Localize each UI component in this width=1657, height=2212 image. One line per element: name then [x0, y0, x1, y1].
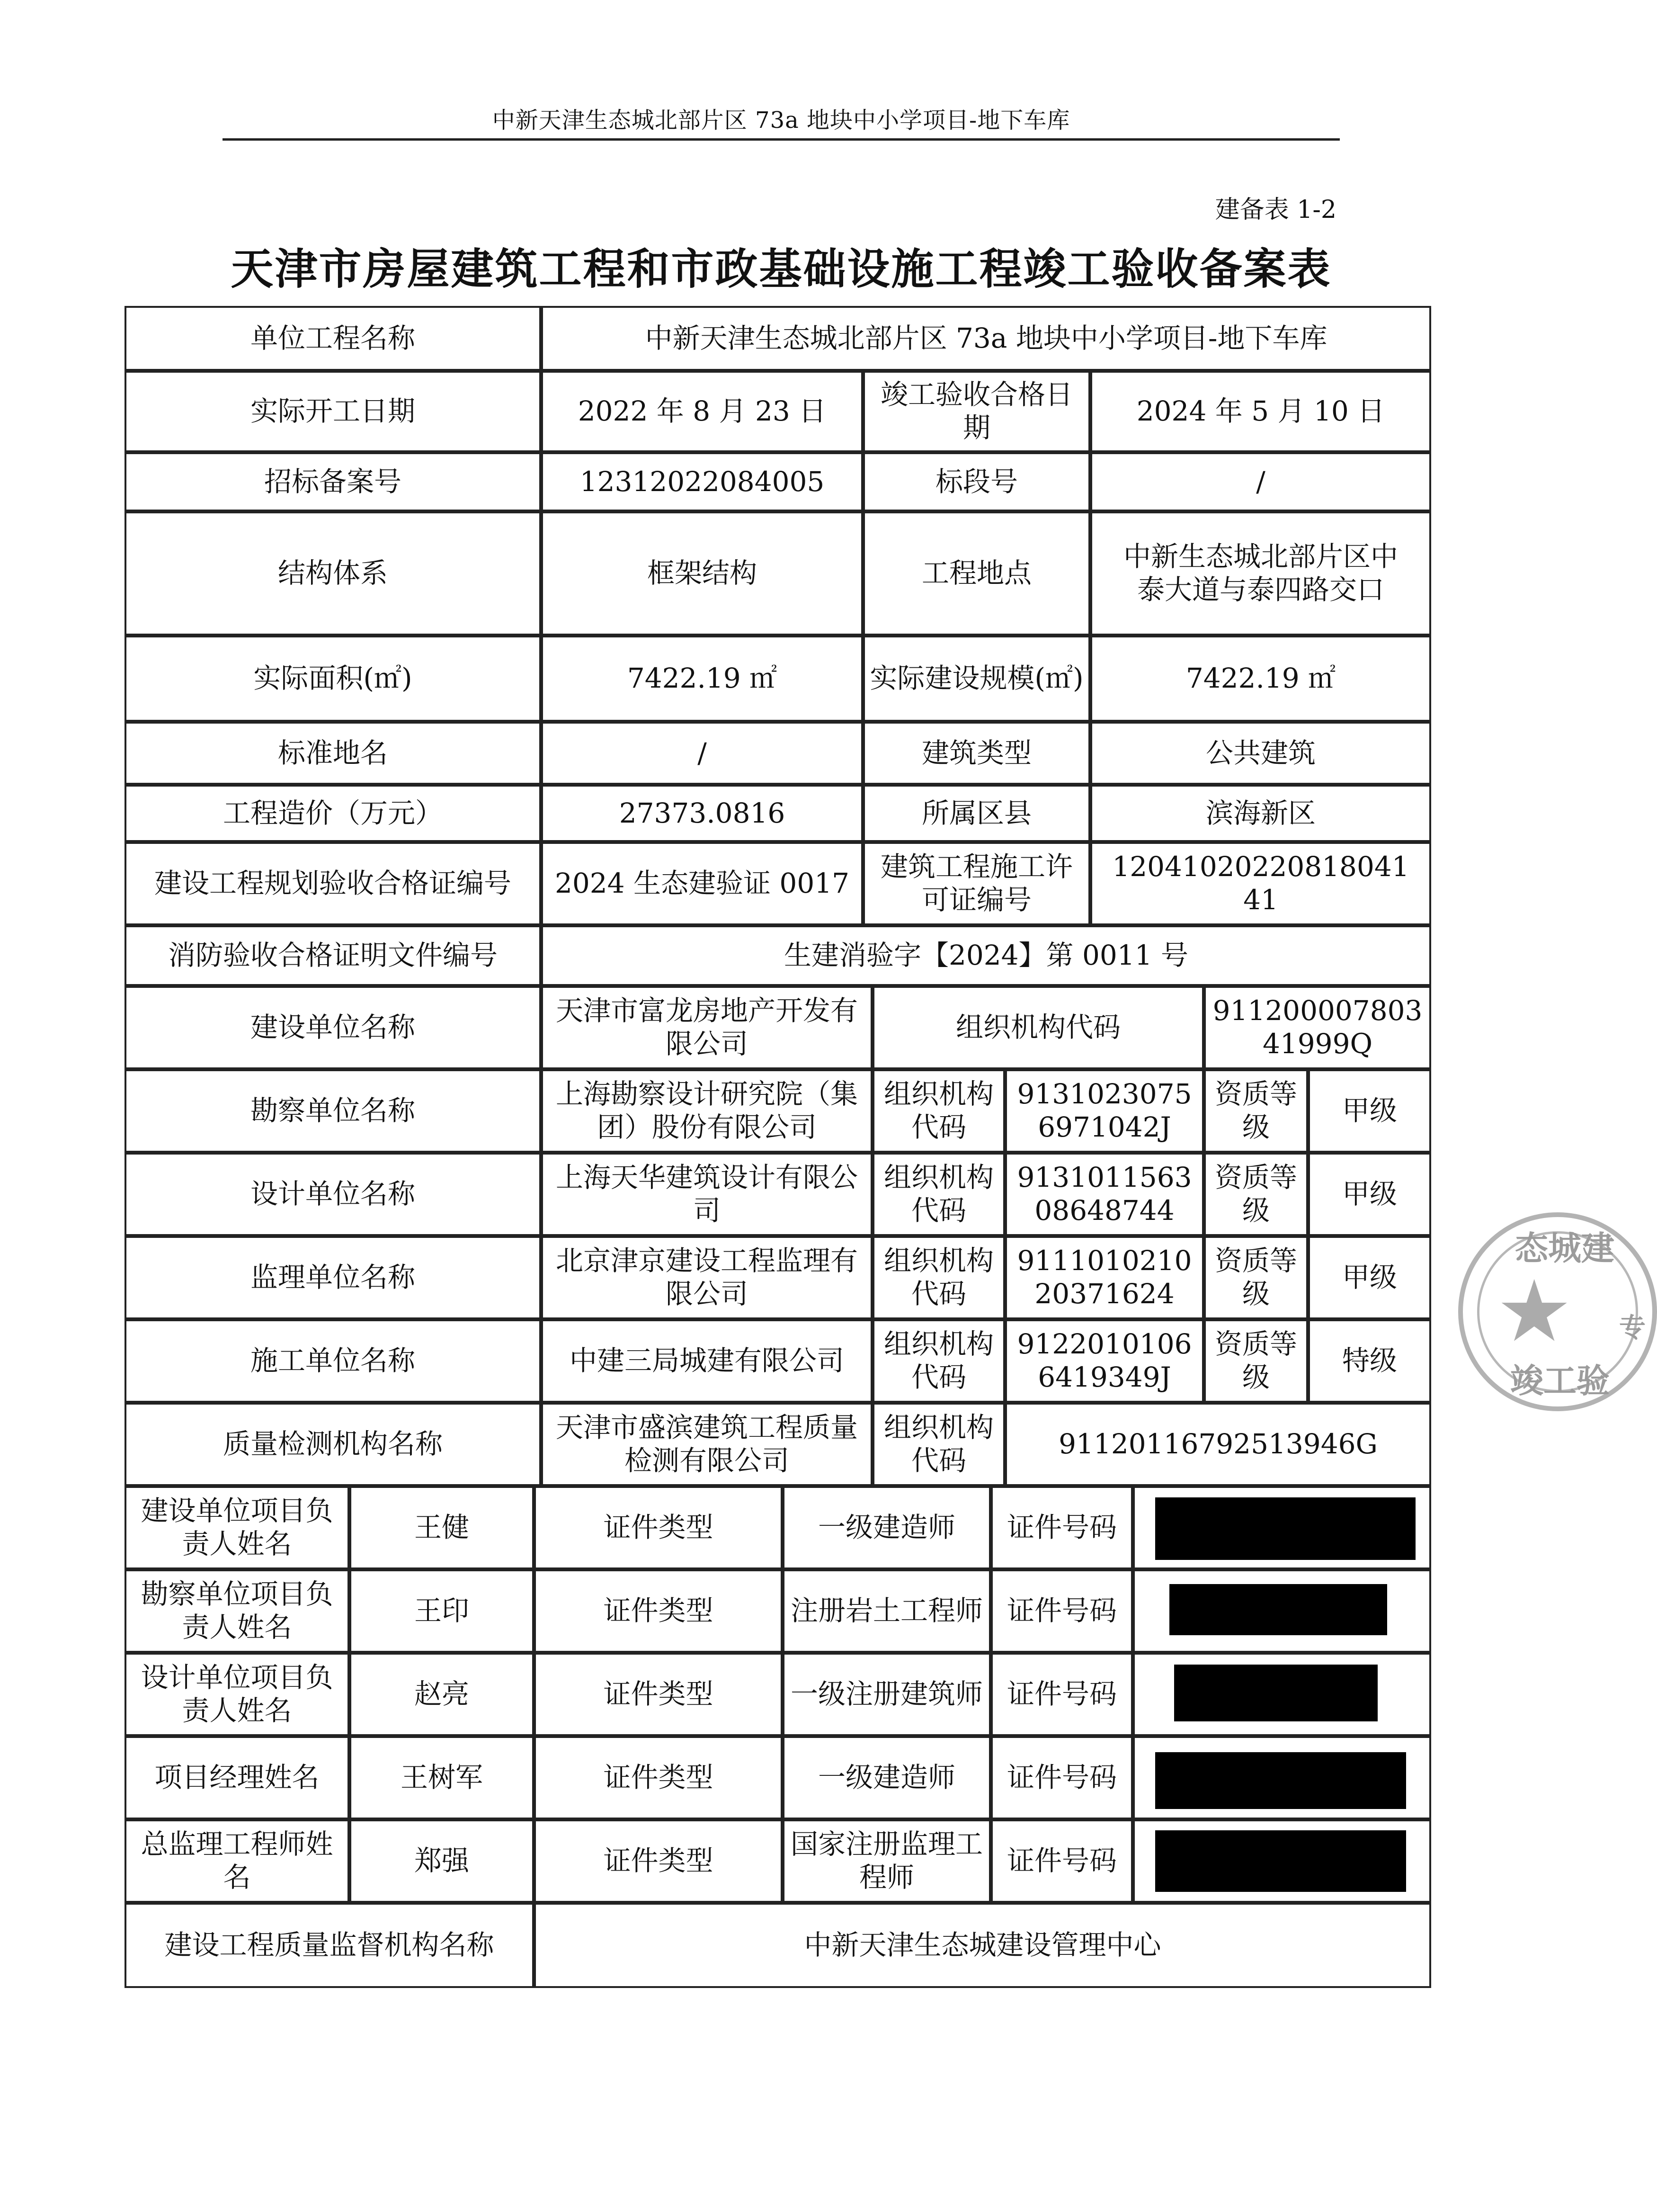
planning-cert-label: 建设工程规划验收合格证编号: [125, 842, 541, 925]
construction-grade: 特级: [1308, 1319, 1431, 1403]
owner-org-code-label: 组织机构代码: [873, 986, 1204, 1069]
survey-grade: 甲级: [1308, 1069, 1431, 1153]
owner-label: 建设单位名称: [125, 986, 541, 1069]
design-org-code: 9131011563 08648744: [1005, 1153, 1204, 1236]
seal-text-top: 态城建: [1515, 1229, 1614, 1268]
seal-text-bottom: 竣工验: [1510, 1361, 1610, 1400]
cost-label: 工程造价（万元）: [125, 785, 541, 842]
supervision-agency-value: 中新天津生态城建设管理中心: [534, 1903, 1431, 1988]
page-header: 中新天津生态城北部片区 73a 地块中小学项目-地下车库: [492, 107, 1070, 134]
person-role: 勘察单位项目负责人姓名: [125, 1569, 349, 1653]
location-label: 工程地点: [863, 511, 1090, 636]
unit-name-value: 中新天津生态城北部片区 73a 地块中小学项目-地下车库: [541, 306, 1431, 371]
redaction-bar: [1174, 1665, 1378, 1721]
owner-org-code: 911200007803 41999Q: [1204, 986, 1431, 1069]
id-no-label: 证件号码: [991, 1486, 1133, 1569]
person-name: 王树军: [349, 1736, 534, 1819]
design-org-code-label: 组织机构代码: [873, 1153, 1005, 1236]
redaction-bar: [1155, 1497, 1416, 1560]
id-type-value: 注册岩土工程师: [783, 1569, 991, 1653]
id-no-label: 证件号码: [991, 1819, 1133, 1903]
supervision-label: 监理单位名称: [125, 1236, 541, 1319]
cost-value: 27373.0816: [541, 785, 863, 842]
survey-label: 勘察单位名称: [125, 1069, 541, 1153]
construction-grade-label: 资质等级: [1204, 1319, 1308, 1403]
start-date-value: 2022 年 8 月 23 日: [541, 371, 863, 452]
start-date-label: 实际开工日期: [125, 371, 541, 452]
person-name: 王健: [349, 1486, 534, 1569]
seal-star-icon: ★: [1496, 1262, 1573, 1361]
design-name: 上海天华建筑设计有限公司: [541, 1153, 873, 1236]
qa-org-code-label: 组织机构代码: [873, 1403, 1005, 1486]
document-title: 天津市房屋建筑工程和市政基础设施工程竣工验收备案表: [231, 244, 1332, 294]
person-role: 总监理工程师姓名: [125, 1819, 349, 1903]
id-no-label: 证件号码: [991, 1736, 1133, 1819]
building-type-value: 公共建筑: [1090, 722, 1431, 785]
building-type-label: 建筑类型: [863, 722, 1090, 785]
id-type-value: 一级注册建筑师: [783, 1653, 991, 1736]
id-no-label: 证件号码: [991, 1653, 1133, 1736]
seal-text-side: 专: [1619, 1313, 1646, 1343]
acceptance-date-value: 2024 年 5 月 10 日: [1090, 371, 1431, 452]
construction-org-code: 9122010106 6419349J: [1005, 1319, 1204, 1403]
id-type-label: 证件类型: [534, 1653, 783, 1736]
supervision-name: 北京津京建设工程监理有限公司: [541, 1236, 873, 1319]
id-type-value: 国家注册监理工程师: [783, 1819, 991, 1903]
survey-name: 上海勘察设计研究院（集团）股份有限公司: [541, 1069, 873, 1153]
person-name: 赵亮: [349, 1653, 534, 1736]
permit-label: 建筑工程施工许可证编号: [863, 842, 1090, 925]
std-name-value: /: [541, 722, 863, 785]
person-role: 设计单位项目负责人姓名: [125, 1653, 349, 1736]
construction-name: 中建三局城建有限公司: [541, 1319, 873, 1403]
area-value: 7422.19 ㎡: [541, 636, 863, 722]
supervision-agency-label: 建设工程质量监督机构名称: [125, 1903, 534, 1988]
supervision-org-code: 9111010210 20371624: [1005, 1236, 1204, 1319]
id-type-value: 一级建造师: [783, 1736, 991, 1819]
design-grade: 甲级: [1308, 1153, 1431, 1236]
design-label: 设计单位名称: [125, 1153, 541, 1236]
bid-no-value: 12312022084005: [541, 452, 863, 511]
id-no-label: 证件号码: [991, 1569, 1133, 1653]
section-value: /: [1090, 452, 1431, 511]
person-role: 项目经理姓名: [125, 1736, 349, 1819]
qa-org-code: 91120116792513946G: [1005, 1403, 1431, 1486]
id-type-value: 一级建造师: [783, 1486, 991, 1569]
planning-cert-value: 2024 生态建验证 0017: [541, 842, 863, 925]
redaction-bar: [1155, 1830, 1406, 1892]
official-seal: [1458, 1212, 1657, 1411]
survey-org-code-label: 组织机构代码: [873, 1069, 1005, 1153]
section-label: 标段号: [863, 452, 1090, 511]
person-name: 王印: [349, 1569, 534, 1653]
construction-org-code-label: 组织机构代码: [873, 1319, 1005, 1403]
supervision-org-code-label: 组织机构代码: [873, 1236, 1005, 1319]
permit-value: 12041020220818041​41: [1090, 842, 1431, 925]
qa-name: 天津市盛滨建筑工程质量检测有限公司: [541, 1403, 873, 1486]
supervision-grade-label: 资质等级: [1204, 1236, 1308, 1319]
structure-label: 结构体系: [125, 511, 541, 636]
unit-name-label: 单位工程名称: [125, 306, 541, 371]
area-label: 实际面积(㎡): [125, 636, 541, 722]
acceptance-date-label: 竣工验收合格日期: [863, 371, 1090, 452]
fire-cert-label: 消防验收合格证明文件编号: [125, 925, 541, 986]
survey-org-code: 9131023075 6971042J: [1005, 1069, 1204, 1153]
id-type-label: 证件类型: [534, 1486, 783, 1569]
scale-label: 实际建设规模(㎡): [863, 636, 1090, 722]
redaction-bar: [1155, 1752, 1406, 1809]
person-role: 建设单位项目负责人姓名: [125, 1486, 349, 1569]
district-label: 所属区县: [863, 785, 1090, 842]
scale-value: 7422.19 ㎡: [1090, 636, 1431, 722]
supervision-grade: 甲级: [1308, 1236, 1431, 1319]
structure-value: 框架结构: [541, 511, 863, 636]
std-name-label: 标准地名: [125, 722, 541, 785]
header-rule: [223, 138, 1340, 141]
design-grade-label: 资质等级: [1204, 1153, 1308, 1236]
id-type-label: 证件类型: [534, 1736, 783, 1819]
district-value: 滨海新区: [1090, 785, 1431, 842]
construction-label: 施工单位名称: [125, 1319, 541, 1403]
bid-no-label: 招标备案号: [125, 452, 541, 511]
fire-cert-value: 生建消验字【2024】第 0011 号: [541, 925, 1431, 986]
id-type-label: 证件类型: [534, 1819, 783, 1903]
person-name: 郑强: [349, 1819, 534, 1903]
qa-label: 质量检测机构名称: [125, 1403, 541, 1486]
survey-grade-label: 资质等级: [1204, 1069, 1308, 1153]
form-number: 建备表 1-2: [1215, 196, 1336, 224]
redaction-bar: [1169, 1584, 1387, 1635]
id-type-label: 证件类型: [534, 1569, 783, 1653]
owner-name: 天津市富龙房地产开发有限公司: [541, 986, 873, 1069]
location-value: 中新生态城北部片区中泰大道与泰四路交口: [1090, 511, 1431, 636]
